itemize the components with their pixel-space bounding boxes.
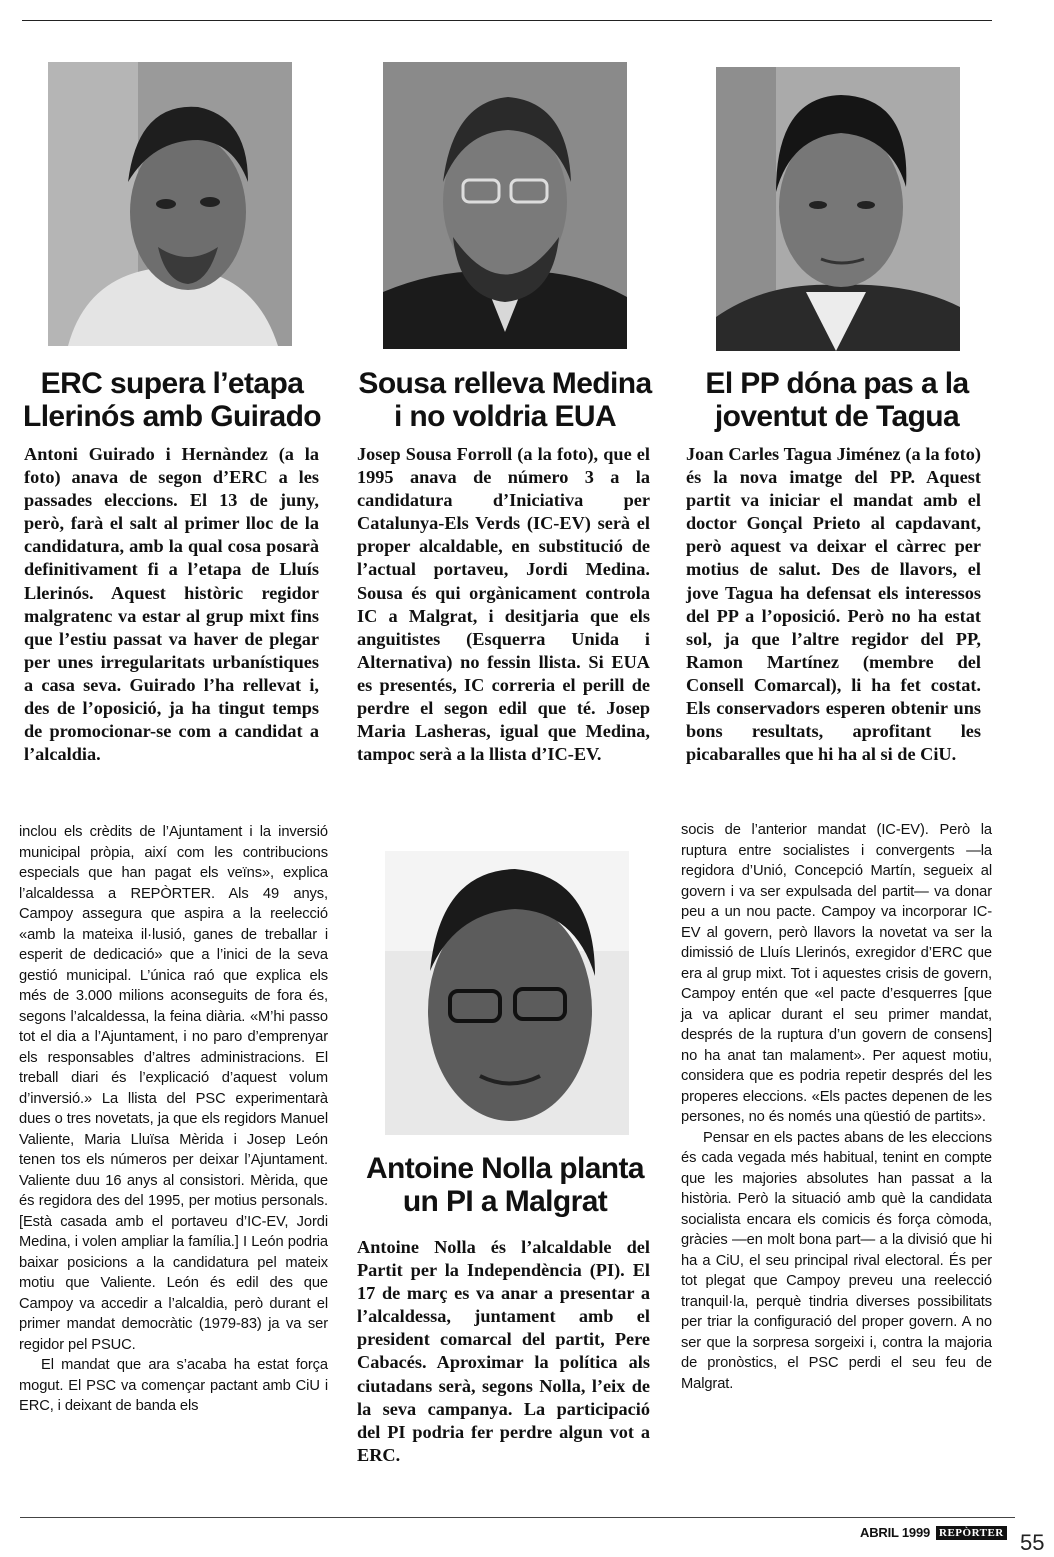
body-icev: Josep Sousa Forroll (a la foto), que el 1995 anava de número 3 a la candidatura d’Iniciativa per Catalunya-Els Verds (IC-EV) serà el proper alcaldable, en substitució de l’actual portaveu, Jordi Medina. Sousa és qui orgànicament controla IC a Malgrat, i desitjaria que els anguitistes (Esquerra Unida i Alternativa) no fessin llista. Si EUA es presentés, IC correria el perill de perdre el segon edil que té. Josep Maria Lasheras, igual que Medina, tampoc serà a la llista d’IC-EV. [357, 444, 650, 765]
photo-josep-sousa [383, 62, 627, 349]
main-text-left-column [19, 822, 328, 1417]
body-pi: Antoine Nolla és l’alcaldable del Partit per la Independència (PI). El 17 de març es va anar a presentar a l’alcaldessa, juntament amb el president comarcal del partit, Pere Cabacés. Aproximar la política als ciutadans serà, segons Nolla, l’eix de la seva campanya. La participació del PI podria fer perdre algun vot a ERC. [357, 1237, 650, 1465]
photo-antoni-guirado [48, 62, 292, 346]
page-footer [860, 1525, 1007, 1540]
photo-joan-carles-tagua [716, 67, 960, 351]
magazine-logo: REPÒRTER [936, 1526, 1007, 1540]
headline-icev: Sousa relleva Medina i no voldria EUA [358, 367, 652, 433]
photo-antoine-nolla [385, 851, 629, 1135]
main-paragraph: socis de l’anterior mandat (IC-EV). Però la ruptura entre socialistes i convergents —la regidora d’Unió, Concepció Martín, segueix al govern i va ser expulsada del partit— va donar peu a un nou pacte. Campoy va incorporar IC-EV al govern, però llavors la novetat va ser la dimissió de Lluís Llerinós, exregidor d’ERC que era al grup mixt. Tot i aquestes crisis de govern, Campoy entén que «el pacte d’esquerres [que ja va aplicar durant el seu primer mandat, després de la ruptura d’un govern de consens] no ha anat tan malament». Per aquest motiu, considera que es podria repetir després del les properes eleccions. «Els pactes depenen de les persones, no és només una qüestió de partits». [681, 822, 992, 1125]
body-pp: Joan Carles Tagua Jiménez (a la foto) és la nova imatge del PP. Aquest partit va iniciar el mandat amb el doctor Gonçal Prieto al capdavant, però aquest va deixar el càrrec per motius de salut. Des de llavors, el jove Tagua ha defensat els interessos del PP a l’oposició. Però no ha estat sol, ja que l’altre regidor del PP, Ramon Martínez (membre del Consell Comarcal), li ha fet costat. Els conservadors esperen obtenir uns bons resultats, aprofitant les picabaralles que hi ha al si de CiU. [686, 444, 981, 765]
issue-date: ABRIL 1999 [860, 1525, 931, 1540]
main-paragraph: El mandat que ara s’acaba ha estat força mogut. El PSC va començar pactant amb CiU i ERC, i deixant de banda els [19, 1357, 328, 1414]
headline-pp: El PP dóna pas a la joventut de Tagua [705, 367, 969, 433]
headline-erc: ERC supera l’etapa Llerinós amb Guirado [22, 367, 322, 433]
body-erc: Antoni Guirado i Hernàndez (a la foto) anava de segon d’ERC a les passades eleccions. El 13 de juny, però, farà el salt al primer lloc de la candidatura, amb la qual cosa posarà definitivament fi a l’etapa de Lluís Llerinós. Aquest històric regidor malgratenc va estar al grup mixt fins que l’estiu passat va haver de plegar per unes irregularitats urbanístiques a casa seva. Guirado l’ha rellevat i, des de l’oposició, ja ha tingut temps de promocionar-se com a candidat a l’alcaldia. [24, 444, 319, 765]
top-rule [22, 20, 992, 21]
headline-pi: Antoine Nolla planta un PI a Malgrat [365, 1152, 644, 1218]
main-text-right-column [681, 820, 992, 1394]
bottom-rule [20, 1517, 1015, 1518]
page-number: 55 [1020, 1530, 1045, 1555]
main-paragraph: Pensar en els pactes abans de les eleccions és cada vegada més habitual, tenint en compte que les majories absolutes han passat a la història. Però la situació amb què la candidata socialista encara els comicis és força còmoda, gràcies —en molt bona part— a la divisió que hi ha a CiU, el seu principal rival electoral. És per tot plegat que Campoy preveu una reelecció tranquil·la, perquè tindria diverses possibilitats per triar la configuració del proper govern. A no ser que la sorpresa sorgeixi i, contra la majoria de pronòstics, el PSC perdi el seu feu de Malgrat. [681, 1129, 992, 1392]
main-paragraph: inclou els crèdits de l’Ajuntament i la inversió municipal pròpia, així com les contribucions especials que han pagat els veïns», explica l’alcaldessa a REPÒRTER. Als 49 anys, Campoy assegura que aspira a la reelecció «amb la mateixa il·lusió, ganes de treballar i esperit de dedicació» que a l’inici de la seva gestió municipal. L’única raó que explica els més de 3.000 milions aconseguits de fora és, segons l’alcaldessa, la feina diària. «M’hi passo tot el dia a l’Ajuntament, i no paro d’emprenyar els responsables d’altres administracions. El treball diari és l’explicació d’aquest volum d’inversió.» La llista del PSC experimentarà dues o tres novetats, ja que els regidors Manuel Valiente, Maria Lluïsa Mèrida i Josep León tenen tos els números per deixar l’Ajuntament. Valiente duu 16 anys al consistori. Mèrida, que és regidora des del 1995, per motius personals. [Està casada amb el portaveu d’IC-EV, Jordi Medina, i volen ampliar la família.] I León podria baixar posicions a la candidatura pel mateix motiu que Valiente. León és edil des que Campoy va accedir a l’alcaldia, però durant el primer mandat democràtic (1979-83) ja va ser regidor pel PSUC. [19, 824, 328, 1353]
